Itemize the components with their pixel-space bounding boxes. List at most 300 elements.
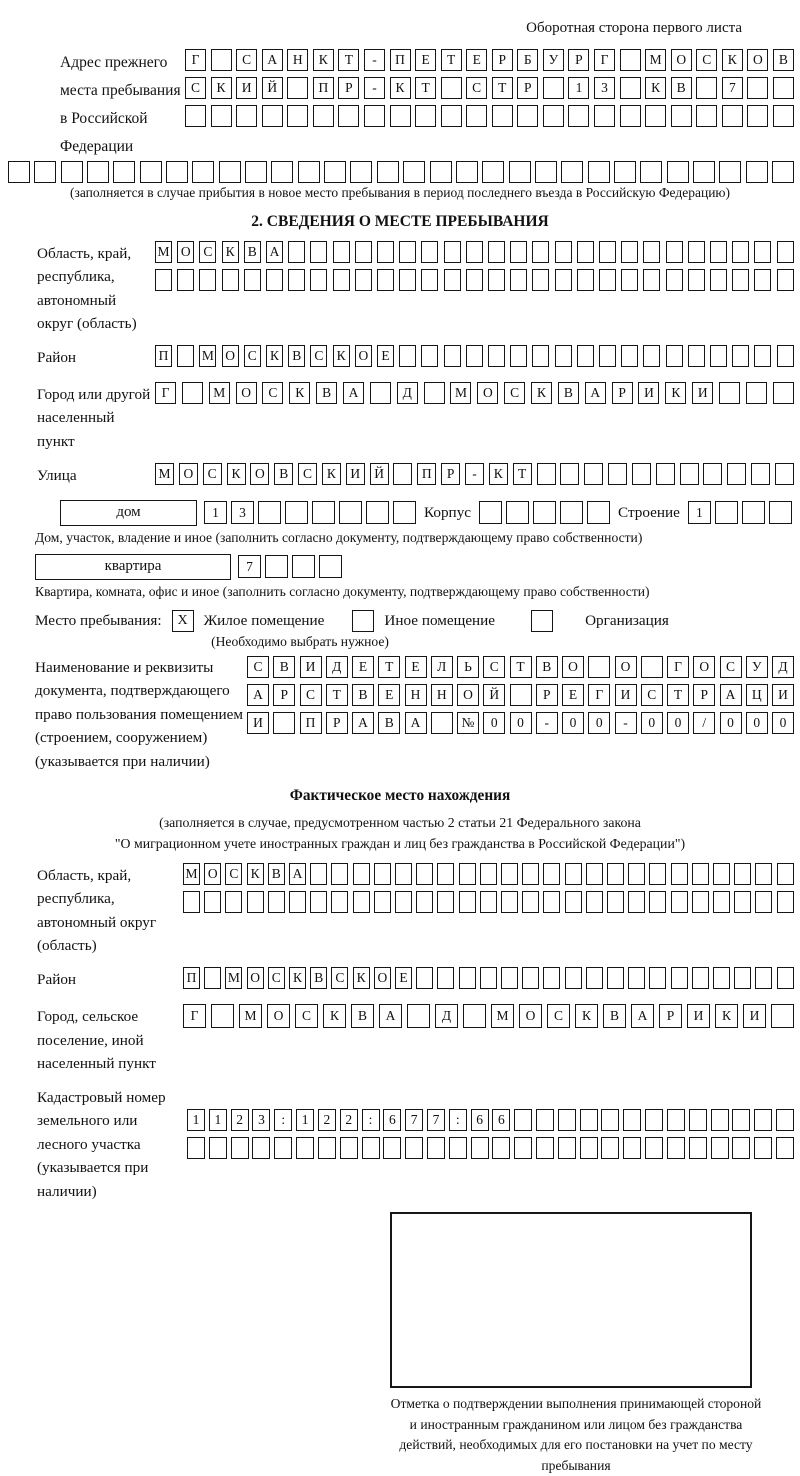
char-box[interactable] bbox=[374, 863, 391, 885]
char-box[interactable] bbox=[732, 241, 749, 263]
char-box[interactable] bbox=[755, 891, 772, 913]
char-box[interactable]: С bbox=[466, 77, 487, 99]
char-box[interactable] bbox=[340, 1137, 358, 1159]
char-box[interactable] bbox=[594, 105, 615, 127]
char-box[interactable] bbox=[355, 269, 372, 291]
char-box[interactable] bbox=[555, 269, 572, 291]
char-box[interactable] bbox=[732, 1109, 750, 1131]
char-box[interactable] bbox=[441, 105, 462, 127]
char-box[interactable]: 0 bbox=[772, 712, 794, 734]
char-box[interactable]: И bbox=[300, 656, 322, 678]
char-box[interactable] bbox=[640, 161, 662, 183]
char-box[interactable] bbox=[87, 161, 109, 183]
char-box[interactable]: 0 bbox=[746, 712, 768, 734]
char-box[interactable] bbox=[641, 656, 663, 678]
char-box[interactable] bbox=[287, 105, 308, 127]
char-box[interactable]: Т bbox=[510, 656, 532, 678]
char-box[interactable]: 7 bbox=[427, 1109, 445, 1131]
char-box[interactable] bbox=[693, 161, 715, 183]
char-box[interactable] bbox=[225, 891, 242, 913]
char-box[interactable] bbox=[558, 1109, 576, 1131]
char-box[interactable] bbox=[222, 269, 239, 291]
char-box[interactable] bbox=[430, 161, 452, 183]
char-box[interactable] bbox=[671, 105, 692, 127]
char-box[interactable] bbox=[727, 463, 746, 485]
char-box[interactable] bbox=[628, 863, 645, 885]
char-box[interactable]: С bbox=[310, 345, 327, 367]
char-box[interactable]: - bbox=[615, 712, 637, 734]
char-box[interactable] bbox=[703, 463, 722, 485]
char-box[interactable]: / bbox=[693, 712, 715, 734]
char-box[interactable] bbox=[377, 269, 394, 291]
char-box[interactable] bbox=[607, 891, 624, 913]
char-box[interactable]: А bbox=[379, 1004, 402, 1028]
char-box[interactable] bbox=[689, 1137, 707, 1159]
char-box[interactable] bbox=[620, 49, 641, 71]
char-box[interactable] bbox=[777, 345, 794, 367]
char-box[interactable]: М bbox=[155, 241, 172, 263]
char-box[interactable] bbox=[643, 345, 660, 367]
char-box[interactable]: О bbox=[204, 863, 221, 885]
char-box[interactable] bbox=[773, 77, 794, 99]
char-box[interactable] bbox=[754, 1109, 772, 1131]
char-box[interactable] bbox=[353, 891, 370, 913]
char-box[interactable]: 0 bbox=[510, 712, 532, 734]
char-box[interactable] bbox=[219, 161, 241, 183]
char-box[interactable] bbox=[399, 345, 416, 367]
char-box[interactable] bbox=[292, 555, 315, 578]
char-box[interactable]: А bbox=[262, 49, 283, 71]
char-box[interactable]: Р bbox=[326, 712, 348, 734]
char-box[interactable] bbox=[607, 967, 624, 989]
char-box[interactable] bbox=[522, 967, 539, 989]
char-box[interactable] bbox=[350, 161, 372, 183]
char-box[interactable]: О bbox=[179, 463, 198, 485]
char-box[interactable]: М bbox=[491, 1004, 514, 1028]
char-box[interactable]: Г bbox=[185, 49, 206, 71]
char-box[interactable]: Т bbox=[378, 656, 400, 678]
char-box[interactable]: Л bbox=[431, 656, 453, 678]
char-box[interactable] bbox=[715, 501, 738, 524]
char-box[interactable]: Е bbox=[378, 684, 400, 706]
char-box[interactable]: 6 bbox=[383, 1109, 401, 1131]
char-box[interactable]: О bbox=[177, 241, 194, 263]
char-box[interactable]: К bbox=[645, 77, 666, 99]
char-box[interactable]: К bbox=[227, 463, 246, 485]
char-box[interactable] bbox=[393, 463, 412, 485]
char-box[interactable] bbox=[333, 269, 350, 291]
char-box[interactable]: Д bbox=[435, 1004, 458, 1028]
char-box[interactable]: С bbox=[720, 656, 742, 678]
char-box[interactable]: В bbox=[558, 382, 579, 404]
char-box[interactable]: П bbox=[390, 49, 411, 71]
char-box[interactable] bbox=[245, 161, 267, 183]
char-box[interactable]: М bbox=[183, 863, 200, 885]
char-box[interactable]: Т bbox=[492, 77, 513, 99]
char-box[interactable] bbox=[649, 891, 666, 913]
char-box[interactable]: Й bbox=[262, 77, 283, 99]
char-box[interactable]: С bbox=[331, 967, 348, 989]
char-box[interactable]: С bbox=[199, 241, 216, 263]
char-box[interactable] bbox=[586, 967, 603, 989]
char-box[interactable] bbox=[231, 1137, 249, 1159]
char-box[interactable] bbox=[620, 105, 641, 127]
char-box[interactable] bbox=[696, 77, 717, 99]
char-box[interactable] bbox=[601, 1109, 619, 1131]
char-box[interactable]: Ц bbox=[746, 684, 768, 706]
char-box[interactable]: В bbox=[268, 863, 285, 885]
char-box[interactable] bbox=[377, 241, 394, 263]
char-box[interactable]: П bbox=[183, 967, 200, 989]
char-box[interactable] bbox=[643, 269, 660, 291]
char-box[interactable]: Н bbox=[431, 684, 453, 706]
char-box[interactable]: 3 bbox=[252, 1109, 270, 1131]
char-box[interactable]: Г bbox=[594, 49, 615, 71]
char-box[interactable] bbox=[211, 1004, 234, 1028]
char-box[interactable] bbox=[577, 241, 594, 263]
char-box[interactable]: С bbox=[295, 1004, 318, 1028]
char-box[interactable] bbox=[140, 161, 162, 183]
char-box[interactable] bbox=[395, 863, 412, 885]
char-box[interactable] bbox=[506, 501, 529, 524]
char-box[interactable] bbox=[775, 463, 794, 485]
char-box[interactable]: Р bbox=[659, 1004, 682, 1028]
char-box[interactable] bbox=[777, 967, 794, 989]
char-box[interactable]: С bbox=[225, 863, 242, 885]
char-box[interactable] bbox=[488, 269, 505, 291]
char-box[interactable]: О bbox=[615, 656, 637, 678]
char-box[interactable] bbox=[421, 345, 438, 367]
char-box[interactable] bbox=[459, 891, 476, 913]
char-box[interactable] bbox=[620, 77, 641, 99]
char-box[interactable] bbox=[187, 1137, 205, 1159]
char-box[interactable]: К bbox=[323, 1004, 346, 1028]
char-box[interactable]: П bbox=[155, 345, 172, 367]
char-box[interactable]: Р bbox=[568, 49, 589, 71]
char-box[interactable] bbox=[488, 241, 505, 263]
char-box[interactable] bbox=[543, 863, 560, 885]
char-box[interactable]: Р bbox=[441, 463, 460, 485]
char-box[interactable] bbox=[777, 269, 794, 291]
char-box[interactable] bbox=[710, 345, 727, 367]
char-box[interactable] bbox=[289, 891, 306, 913]
char-box[interactable]: 1 bbox=[187, 1109, 205, 1131]
char-box[interactable]: О bbox=[236, 382, 257, 404]
char-box[interactable]: В bbox=[671, 77, 692, 99]
char-box[interactable]: Е bbox=[352, 656, 374, 678]
char-box[interactable]: С bbox=[504, 382, 525, 404]
char-box[interactable] bbox=[742, 501, 765, 524]
char-box[interactable] bbox=[719, 161, 741, 183]
char-box[interactable] bbox=[558, 1137, 576, 1159]
stay-type-checkbox-residential[interactable]: X bbox=[172, 610, 194, 632]
char-box[interactable] bbox=[680, 463, 699, 485]
char-box[interactable] bbox=[621, 345, 638, 367]
char-box[interactable] bbox=[421, 241, 438, 263]
char-box[interactable] bbox=[510, 684, 532, 706]
char-box[interactable]: А bbox=[352, 712, 374, 734]
char-box[interactable] bbox=[584, 463, 603, 485]
char-box[interactable] bbox=[431, 712, 453, 734]
char-box[interactable]: О bbox=[747, 49, 768, 71]
char-box[interactable] bbox=[449, 1137, 467, 1159]
char-box[interactable]: Р bbox=[492, 49, 513, 71]
char-box[interactable]: Р bbox=[536, 684, 558, 706]
char-box[interactable] bbox=[331, 891, 348, 913]
char-box[interactable] bbox=[632, 463, 651, 485]
char-box[interactable] bbox=[588, 656, 610, 678]
char-box[interactable] bbox=[607, 863, 624, 885]
char-box[interactable]: О bbox=[693, 656, 715, 678]
char-box[interactable] bbox=[244, 269, 261, 291]
char-box[interactable] bbox=[310, 269, 327, 291]
char-box[interactable]: С bbox=[696, 49, 717, 71]
char-box[interactable] bbox=[501, 863, 518, 885]
char-box[interactable] bbox=[479, 501, 502, 524]
char-box[interactable] bbox=[754, 345, 771, 367]
char-box[interactable] bbox=[362, 1137, 380, 1159]
char-box[interactable]: М bbox=[645, 49, 666, 71]
char-box[interactable] bbox=[353, 863, 370, 885]
char-box[interactable] bbox=[437, 863, 454, 885]
char-box[interactable] bbox=[459, 863, 476, 885]
char-box[interactable] bbox=[734, 891, 751, 913]
char-box[interactable]: 7 bbox=[722, 77, 743, 99]
char-box[interactable] bbox=[666, 241, 683, 263]
char-box[interactable]: О bbox=[222, 345, 239, 367]
char-box[interactable]: 0 bbox=[588, 712, 610, 734]
char-box[interactable] bbox=[696, 105, 717, 127]
char-box[interactable]: А bbox=[247, 684, 269, 706]
char-box[interactable]: О bbox=[250, 463, 269, 485]
char-box[interactable] bbox=[522, 891, 539, 913]
char-box[interactable] bbox=[734, 967, 751, 989]
char-box[interactable] bbox=[333, 241, 350, 263]
char-box[interactable]: Н bbox=[405, 684, 427, 706]
char-box[interactable] bbox=[403, 161, 425, 183]
char-box[interactable] bbox=[296, 1137, 314, 1159]
char-box[interactable] bbox=[466, 241, 483, 263]
char-box[interactable] bbox=[588, 161, 610, 183]
char-box[interactable]: № bbox=[457, 712, 479, 734]
char-box[interactable]: 3 bbox=[594, 77, 615, 99]
char-box[interactable]: 0 bbox=[562, 712, 584, 734]
char-box[interactable] bbox=[560, 501, 583, 524]
char-box[interactable]: С bbox=[547, 1004, 570, 1028]
char-box[interactable] bbox=[666, 345, 683, 367]
char-box[interactable]: 1 bbox=[568, 77, 589, 99]
char-box[interactable] bbox=[535, 161, 557, 183]
char-box[interactable] bbox=[514, 1137, 532, 1159]
char-box[interactable]: А bbox=[343, 382, 364, 404]
char-box[interactable] bbox=[747, 105, 768, 127]
char-box[interactable] bbox=[463, 1004, 486, 1028]
char-box[interactable]: П bbox=[300, 712, 322, 734]
char-box[interactable]: С bbox=[244, 345, 261, 367]
char-box[interactable] bbox=[480, 891, 497, 913]
char-box[interactable] bbox=[456, 161, 478, 183]
char-box[interactable]: А bbox=[266, 241, 283, 263]
char-box[interactable] bbox=[466, 269, 483, 291]
char-box[interactable]: 3 bbox=[231, 501, 254, 524]
char-box[interactable]: 1 bbox=[688, 501, 711, 524]
char-box[interactable]: 6 bbox=[492, 1109, 510, 1131]
char-box[interactable] bbox=[555, 241, 572, 263]
char-box[interactable]: В bbox=[773, 49, 794, 71]
char-box[interactable]: С bbox=[203, 463, 222, 485]
char-box[interactable]: В bbox=[274, 463, 293, 485]
char-box[interactable] bbox=[599, 241, 616, 263]
char-box[interactable] bbox=[773, 382, 794, 404]
char-box[interactable]: Р bbox=[693, 684, 715, 706]
char-box[interactable]: 2 bbox=[231, 1109, 249, 1131]
char-box[interactable] bbox=[732, 269, 749, 291]
char-box[interactable]: О bbox=[247, 967, 264, 989]
char-box[interactable] bbox=[667, 161, 689, 183]
char-box[interactable] bbox=[565, 863, 582, 885]
char-box[interactable]: Т bbox=[415, 77, 436, 99]
char-box[interactable] bbox=[628, 967, 645, 989]
char-box[interactable] bbox=[113, 161, 135, 183]
char-box[interactable] bbox=[364, 105, 385, 127]
char-box[interactable] bbox=[287, 77, 308, 99]
char-box[interactable] bbox=[577, 269, 594, 291]
char-box[interactable] bbox=[692, 891, 709, 913]
char-box[interactable] bbox=[667, 1137, 685, 1159]
char-box[interactable] bbox=[621, 241, 638, 263]
char-box[interactable] bbox=[746, 161, 768, 183]
char-box[interactable] bbox=[755, 863, 772, 885]
char-box[interactable] bbox=[543, 105, 564, 127]
char-box[interactable] bbox=[274, 1137, 292, 1159]
char-box[interactable]: П bbox=[417, 463, 436, 485]
char-box[interactable]: К bbox=[722, 49, 743, 71]
char-box[interactable] bbox=[262, 105, 283, 127]
char-box[interactable] bbox=[517, 105, 538, 127]
char-box[interactable]: И bbox=[687, 1004, 710, 1028]
char-box[interactable] bbox=[416, 891, 433, 913]
char-box[interactable]: О bbox=[355, 345, 372, 367]
char-box[interactable] bbox=[319, 555, 342, 578]
char-box[interactable]: 6 bbox=[471, 1109, 489, 1131]
char-box[interactable] bbox=[182, 382, 203, 404]
char-box[interactable]: К bbox=[489, 463, 508, 485]
char-box[interactable]: Т bbox=[338, 49, 359, 71]
char-box[interactable] bbox=[339, 501, 362, 524]
char-box[interactable] bbox=[692, 967, 709, 989]
char-box[interactable] bbox=[688, 241, 705, 263]
char-box[interactable]: - bbox=[364, 49, 385, 71]
char-box[interactable] bbox=[649, 967, 666, 989]
char-box[interactable] bbox=[656, 463, 675, 485]
char-box[interactable] bbox=[466, 105, 487, 127]
char-box[interactable]: Й bbox=[483, 684, 505, 706]
char-box[interactable] bbox=[777, 863, 794, 885]
char-box[interactable] bbox=[492, 105, 513, 127]
char-box[interactable] bbox=[532, 345, 549, 367]
char-box[interactable]: А bbox=[289, 863, 306, 885]
char-box[interactable] bbox=[688, 269, 705, 291]
char-box[interactable] bbox=[288, 269, 305, 291]
char-box[interactable]: Й bbox=[370, 463, 389, 485]
char-box[interactable]: К bbox=[289, 382, 310, 404]
char-box[interactable] bbox=[374, 891, 391, 913]
char-box[interactable]: : bbox=[362, 1109, 380, 1131]
char-box[interactable] bbox=[338, 105, 359, 127]
char-box[interactable]: Д bbox=[772, 656, 794, 678]
char-box[interactable] bbox=[754, 269, 771, 291]
char-box[interactable]: К bbox=[289, 967, 306, 989]
char-box[interactable] bbox=[444, 269, 461, 291]
char-box[interactable]: С bbox=[185, 77, 206, 99]
char-box[interactable] bbox=[732, 345, 749, 367]
char-box[interactable] bbox=[586, 863, 603, 885]
char-box[interactable] bbox=[667, 1109, 685, 1131]
char-box[interactable] bbox=[407, 1004, 430, 1028]
char-box[interactable] bbox=[543, 77, 564, 99]
char-box[interactable]: М bbox=[225, 967, 242, 989]
char-box[interactable]: И bbox=[638, 382, 659, 404]
char-box[interactable]: К bbox=[665, 382, 686, 404]
char-box[interactable]: К bbox=[322, 463, 341, 485]
char-box[interactable] bbox=[61, 161, 83, 183]
char-box[interactable] bbox=[772, 161, 794, 183]
char-box[interactable] bbox=[466, 345, 483, 367]
char-box[interactable] bbox=[645, 1137, 663, 1159]
char-box[interactable] bbox=[623, 1109, 641, 1131]
char-box[interactable]: М bbox=[450, 382, 471, 404]
char-box[interactable] bbox=[258, 501, 281, 524]
char-box[interactable] bbox=[649, 863, 666, 885]
char-box[interactable]: Е bbox=[415, 49, 436, 71]
char-box[interactable]: В bbox=[378, 712, 400, 734]
char-box[interactable] bbox=[671, 967, 688, 989]
char-box[interactable]: Н bbox=[287, 49, 308, 71]
char-box[interactable]: А bbox=[405, 712, 427, 734]
char-box[interactable] bbox=[177, 269, 194, 291]
char-box[interactable]: И bbox=[692, 382, 713, 404]
char-box[interactable]: К bbox=[266, 345, 283, 367]
char-box[interactable] bbox=[395, 891, 412, 913]
char-box[interactable]: М bbox=[239, 1004, 262, 1028]
char-box[interactable] bbox=[266, 269, 283, 291]
char-box[interactable]: 1 bbox=[204, 501, 227, 524]
char-box[interactable]: 2 bbox=[318, 1109, 336, 1131]
char-box[interactable] bbox=[415, 105, 436, 127]
char-box[interactable] bbox=[416, 863, 433, 885]
char-box[interactable]: 1 bbox=[296, 1109, 314, 1131]
char-box[interactable] bbox=[645, 1109, 663, 1131]
char-box[interactable] bbox=[501, 891, 518, 913]
char-box[interactable] bbox=[34, 161, 56, 183]
char-box[interactable]: В bbox=[244, 241, 261, 263]
char-box[interactable] bbox=[599, 269, 616, 291]
char-box[interactable]: С bbox=[483, 656, 505, 678]
char-box[interactable] bbox=[754, 1137, 772, 1159]
char-box[interactable]: Ь bbox=[457, 656, 479, 678]
char-box[interactable] bbox=[509, 161, 531, 183]
char-box[interactable]: Е bbox=[395, 967, 412, 989]
char-box[interactable] bbox=[192, 161, 214, 183]
char-box[interactable] bbox=[492, 1137, 510, 1159]
char-box[interactable] bbox=[444, 345, 461, 367]
char-box[interactable]: Е bbox=[405, 656, 427, 678]
char-box[interactable] bbox=[776, 1137, 794, 1159]
char-box[interactable] bbox=[211, 49, 232, 71]
char-box[interactable] bbox=[601, 1137, 619, 1159]
char-box[interactable] bbox=[711, 1137, 729, 1159]
char-box[interactable] bbox=[580, 1109, 598, 1131]
